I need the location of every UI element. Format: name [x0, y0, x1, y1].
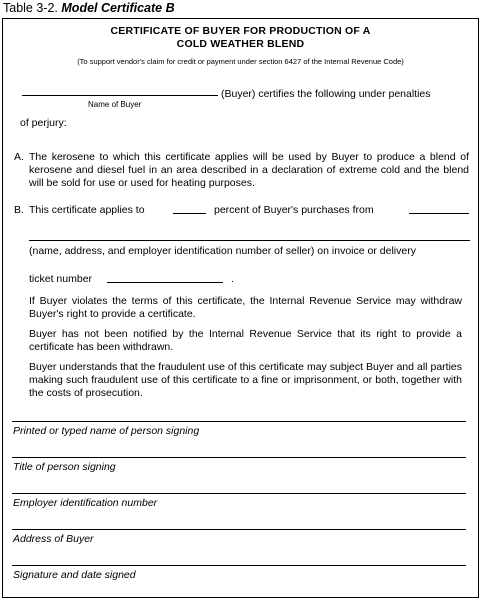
address-label: Address of Buyer	[13, 533, 94, 545]
item-b-letter: B.	[14, 204, 24, 216]
seller-info-text: (name, address, and employer identification number of seller) on invoice or delivery	[29, 245, 416, 257]
caption-title: Model Certificate B	[61, 1, 175, 15]
item-b-text2: percent of Buyer's purchases from	[214, 204, 374, 216]
signature-date-label: Signature and date signed	[13, 569, 136, 581]
fraud-paragraph: Buyer understands that the fraudulent use of this certificate may subject Buyer and all parties making such fraudulent use of this certificate to a fine or imprisonment, or both, together with the costs of prosecution.	[29, 361, 462, 399]
seller-blank	[409, 213, 469, 214]
not-notified-paragraph: Buyer has not been notified by the Internal Revenue Service that its right to provide a certificate has been withdrawn.	[29, 328, 462, 353]
buyer-certifies-text: (Buyer) certifies the following under penalties	[221, 88, 431, 100]
item-a-letter: A.	[14, 151, 24, 163]
item-b-text1: This certificate applies to	[29, 204, 145, 216]
form-title-line1: CERTIFICATE OF BUYER FOR PRODUCTION OF A	[110, 25, 371, 37]
signature-line-5	[12, 565, 466, 566]
of-perjury-text: of perjury:	[20, 117, 67, 129]
ticket-number-blank	[107, 282, 223, 283]
table-caption	[3, 1, 175, 15]
violates-paragraph: If Buyer violates the terms of this certificate, the Internal Revenue Service may withdraw Buyer's right to provide a certificate.	[29, 295, 462, 320]
title-label: Title of person signing	[13, 461, 116, 473]
item-a-text: The kerosene to which this certificate applies will be used by Buyer to produce a blend of kerosene and diesel fuel in an area described in a declaration of extreme cold and the blend will be sold for use or used for heating purposes.	[29, 151, 469, 189]
buyer-name-blank	[22, 95, 218, 96]
seller-info-blank	[29, 240, 470, 241]
signature-line-2	[12, 457, 466, 458]
name-of-buyer-label: Name of Buyer	[88, 100, 142, 109]
signature-line-1	[12, 421, 466, 422]
form-subtitle: (To support vendor's claim for credit or payment under section 6427 of the Internal Revenue Code)	[77, 57, 404, 66]
percent-blank	[173, 213, 206, 214]
form-title-line2: COLD WEATHER BLEND	[176, 38, 305, 50]
ticket-period: .	[231, 273, 234, 285]
ein-label: Employer identification number	[13, 497, 158, 509]
printed-name-label: Printed or typed name of person signing	[13, 425, 200, 437]
signature-line-4	[12, 529, 466, 530]
signature-line-3	[12, 493, 466, 494]
caption-prefix: Table 3-2.	[3, 1, 58, 15]
ticket-number-text: ticket number	[29, 273, 93, 285]
